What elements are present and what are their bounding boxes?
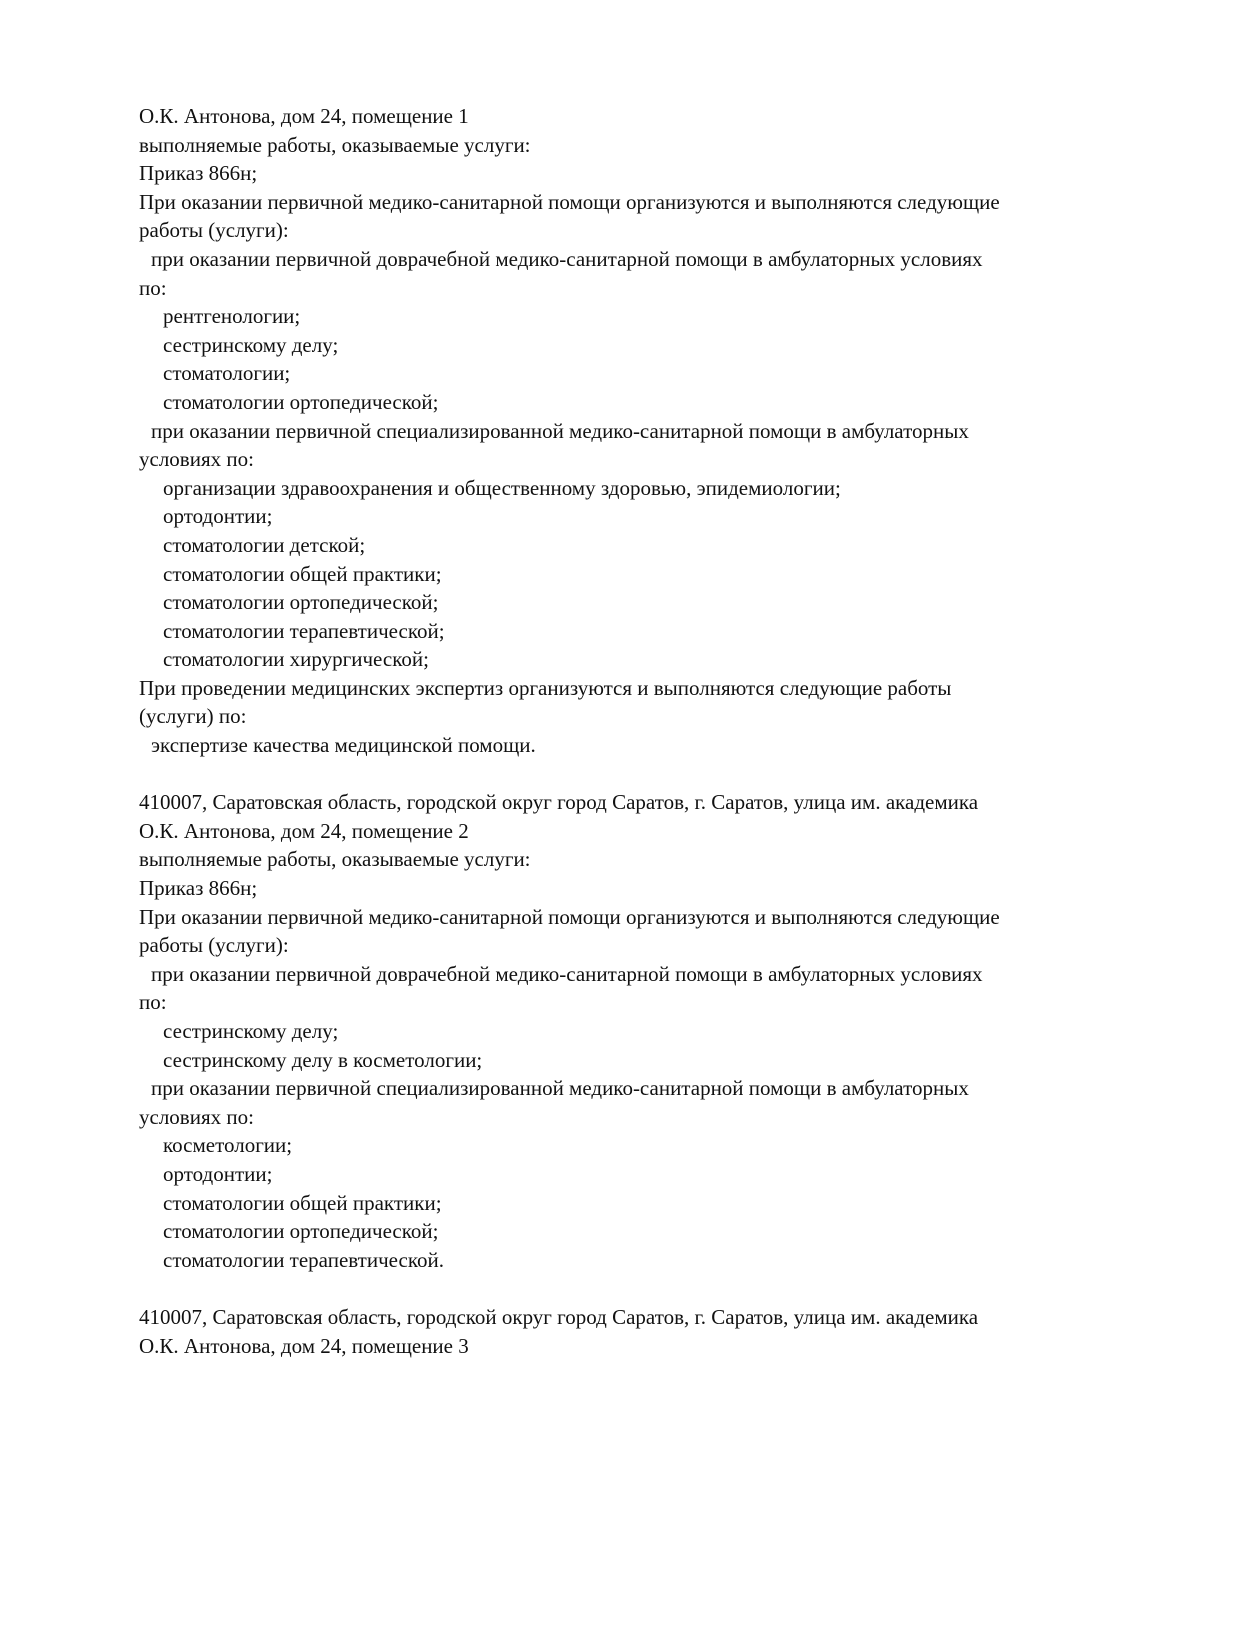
document-page [139,102,1119,1360]
service-item: стоматологии ортопедической; [163,389,439,414]
service-heading: по: [139,990,167,1015]
service-item: стоматологии ортопедической; [163,590,439,615]
service-heading: по: [139,275,167,300]
service-heading: работы (услуги): [139,933,289,958]
block-spacer [139,760,1119,789]
service-item: стоматологии терапевтической. [163,1247,444,1272]
service-heading: работы (услуги): [139,218,289,243]
service-heading: при оказании первичной специализированной медико-санитарной помощи в амбулаторных [151,1076,969,1101]
address-line: О.К. Антонова, дом 24, помещение 2 [139,818,469,843]
service-item: сестринскому делу; [163,332,339,357]
service-item: косметологии; [163,1133,293,1158]
order-reference: Приказ 866н; [139,161,258,186]
block-spacer [139,1274,1119,1303]
service-item: стоматологии ортопедической; [163,1219,439,1244]
service-heading: условиях по: [139,1104,254,1129]
service-item: стоматологии хирургической; [163,647,429,672]
address-line: О.К. Антонова, дом 24, помещение 1 [139,104,469,128]
service-heading: При проведении медицинских экспертиз организуются и выполняются следующие работы [139,675,952,700]
service-item: сестринскому делу; [163,1019,339,1043]
service-heading: при оказании первичной доврачебной медико-санитарной помощи в амбулаторных условиях [151,246,983,271]
service-heading: при оказании первичной доврачебной медико-санитарной помощи в амбулаторных условиях [151,961,983,986]
service-item: стоматологии общей практики; [163,1190,442,1215]
service-item: сестринскому делу в косметологии; [163,1047,483,1072]
service-heading: условиях по: [139,447,254,472]
service-item: стоматологии терапевтической; [163,618,445,643]
order-reference: Приказ 866н; [139,876,258,901]
service-item: ортодонтии; [163,504,273,529]
service-heading: экспертизе качества медицинской помощи. [151,733,536,758]
address-line: О.К. Антонова, дом 24, помещение 3 [139,1333,469,1358]
service-heading: (услуги) по: [139,704,247,729]
service-item: стоматологии детской; [163,532,366,557]
works-label: выполняемые работы, оказываемые услуги: [139,847,531,872]
service-item: стоматологии общей практики; [163,561,442,586]
service-heading: При оказании первичной медико-санитарной помощи организуются и выполняются следующие [139,189,1000,214]
service-heading: при оказании первичной специализированной медико-санитарной помощи в амбулаторных [151,418,969,443]
address-line: 410007, Саратовская область, городской округ город Саратов, г. Саратов, улица им. академика [139,790,979,815]
works-label: выполняемые работы, оказываемые услуги: [139,132,531,157]
service-item: стоматологии; [163,361,291,386]
address-line: 410007, Саратовская область, городской округ город Саратов, г. Саратов, улица им. академика [139,1304,979,1329]
service-item: организации здравоохранения и общественному здоровью, эпидемиологии; [163,475,841,500]
service-heading: При оказании первичной медико-санитарной помощи организуются и выполняются следующие [139,904,1000,929]
service-item: ортодонтии; [163,1161,273,1186]
service-item: рентгенологии; [163,304,301,329]
